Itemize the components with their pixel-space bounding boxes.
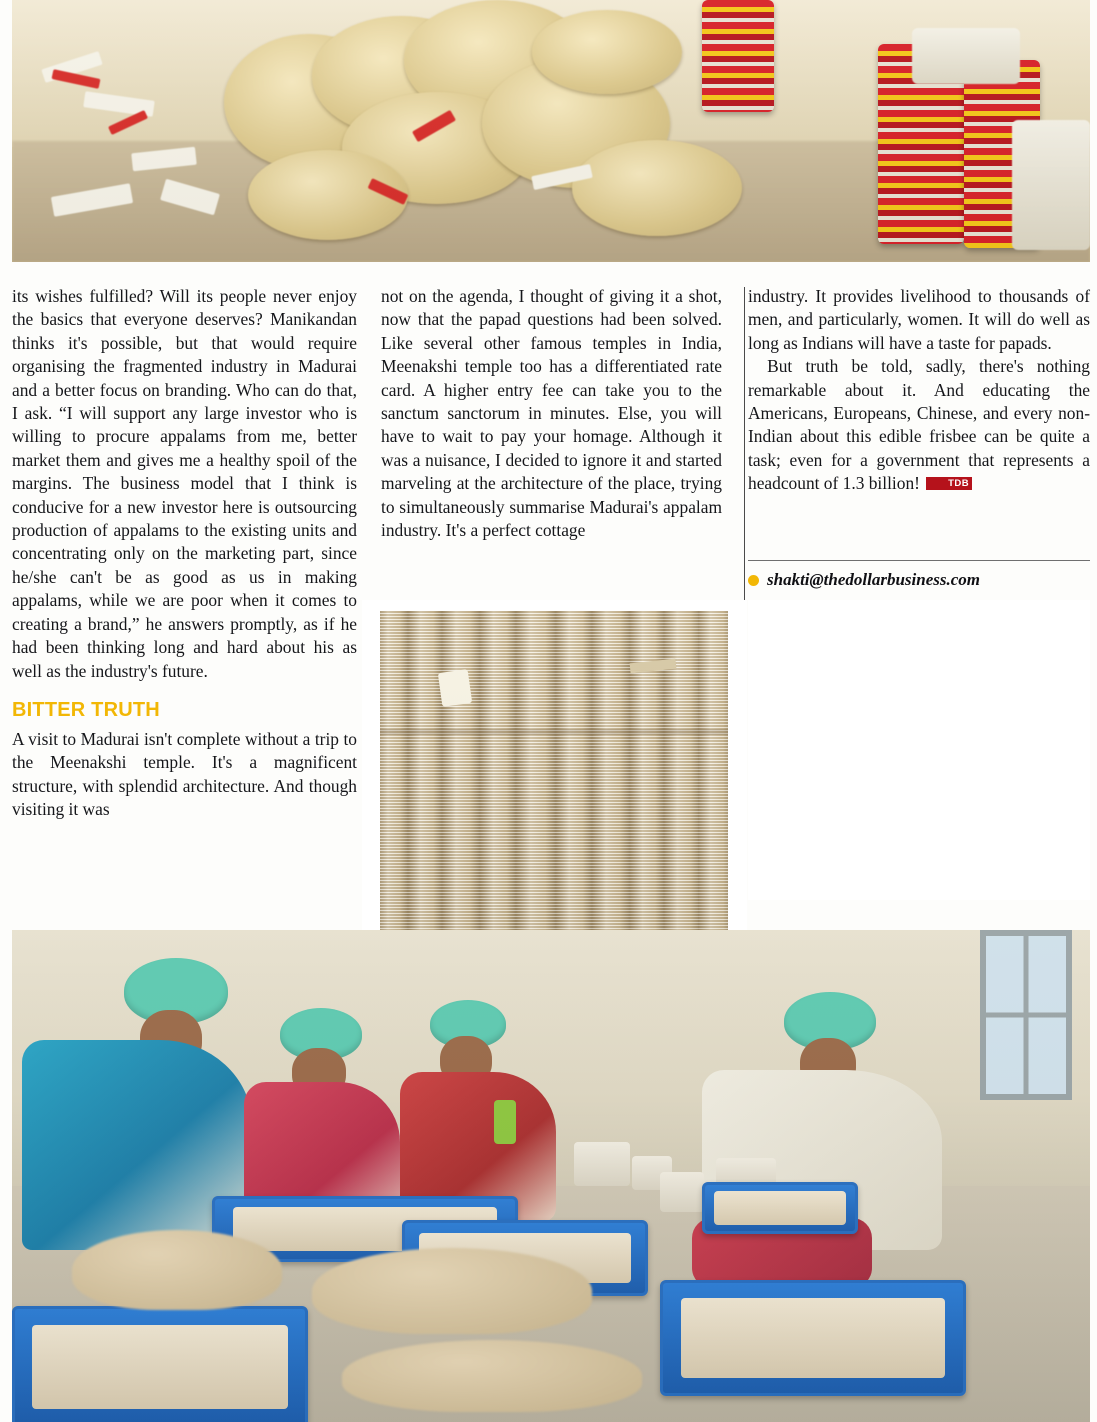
body-column-1 xyxy=(12,285,357,821)
binding-string xyxy=(380,729,728,735)
dough-crate xyxy=(702,1182,858,1234)
body-column-3 xyxy=(748,285,1090,496)
packaging-sack xyxy=(702,0,774,112)
photo-inner xyxy=(380,611,728,966)
papad-roll xyxy=(592,611,632,966)
paragraph: its wishes fulfilled? Will its people never enjoy the basics that everyone deserves? Manikandan thinks it's possible, but that would require organising the fragmented industry in Madurai and a better focus on branding. Who can do that, I ask. “I will support any large investor who is willing to procure appalams from me, better market them and gives me a healthy spoil of the margins. The business model that I think is conducive for a new investor here is outsourcing production of appalams to the existing units and concentrating only on the marketing part, since he/she can't be as good as us in making appalams, while we are poor when it comes to creating a brand,” he answers promptly, as if he had been thinking long and hard about his as well as the industry's future. xyxy=(12,286,357,681)
dough xyxy=(714,1191,846,1224)
whitespace-block xyxy=(748,600,1090,900)
paragraph: industry. It provides livelihood to thousands of men, and particularly, women. It will do well as long as Indians will have a taste for papads. xyxy=(748,286,1090,353)
paragraph: not on the agenda, I thought of giving it a shot, now that the papad questions had been solved. Like several other famous temples in India, Meenakshi temple too has a differentiated rate card. A higher entry fee can take you to the sanctum sanctorum in minutes. Else, you will have to wait to pay your homage. Although it was a nuisance, I decided to ignore it and started marveling at the architecture of the place, trying to simultaneously summarise Madurai's appalam industry. It's a perfect cottage xyxy=(381,286,722,541)
container xyxy=(660,1172,704,1212)
paper-label xyxy=(438,669,472,707)
papad-stack xyxy=(572,140,742,236)
papad-roll xyxy=(516,611,558,966)
papad-stack xyxy=(532,10,682,94)
papad-roll xyxy=(480,611,518,966)
paragraph-final xyxy=(748,355,1090,495)
papad-roll xyxy=(380,611,410,966)
section-heading-bitter-truth: BITTER TRUTH xyxy=(12,698,160,721)
flour-pile xyxy=(312,1248,592,1334)
white-sack xyxy=(1012,120,1090,250)
byline-email[interactable]: shakti@thedollarbusiness.com xyxy=(767,570,980,589)
bullet-icon xyxy=(748,575,759,586)
dough xyxy=(32,1325,287,1409)
window xyxy=(980,930,1072,1100)
papad-roll xyxy=(698,611,728,966)
byline-rule xyxy=(748,560,1090,561)
white-sack xyxy=(912,28,1020,84)
container xyxy=(574,1142,630,1186)
body-column-2 xyxy=(381,285,722,542)
byline xyxy=(748,570,1090,590)
papad-stacks-workshop-photo xyxy=(12,0,1090,262)
paragraph-text: But truth be told, sadly, there's nothing remarkable about it. And educating the Americans, Europeans, Chinese, and every non-Indian about this edible frisbee can be quite a task; even for a government that represents a headcount of 1.3 billion! xyxy=(748,356,1090,494)
tdb-end-mark: TDB xyxy=(926,477,972,490)
papad-roll xyxy=(442,611,482,966)
dough-crate xyxy=(660,1280,966,1396)
papad-roll xyxy=(408,611,444,966)
papad-roll xyxy=(556,611,594,966)
bottle xyxy=(494,1100,516,1144)
dough-crate xyxy=(12,1306,308,1422)
flour-pile xyxy=(342,1340,642,1412)
flour-pile xyxy=(72,1230,282,1310)
paragraph: A visit to Madurai isn't complete without a trip to the Meenakshi temple. It's a magnificent structure, with splendid architecture. And though visiting it was xyxy=(12,728,357,820)
women-making-appalams-photo xyxy=(12,930,1090,1422)
dough xyxy=(681,1298,945,1377)
